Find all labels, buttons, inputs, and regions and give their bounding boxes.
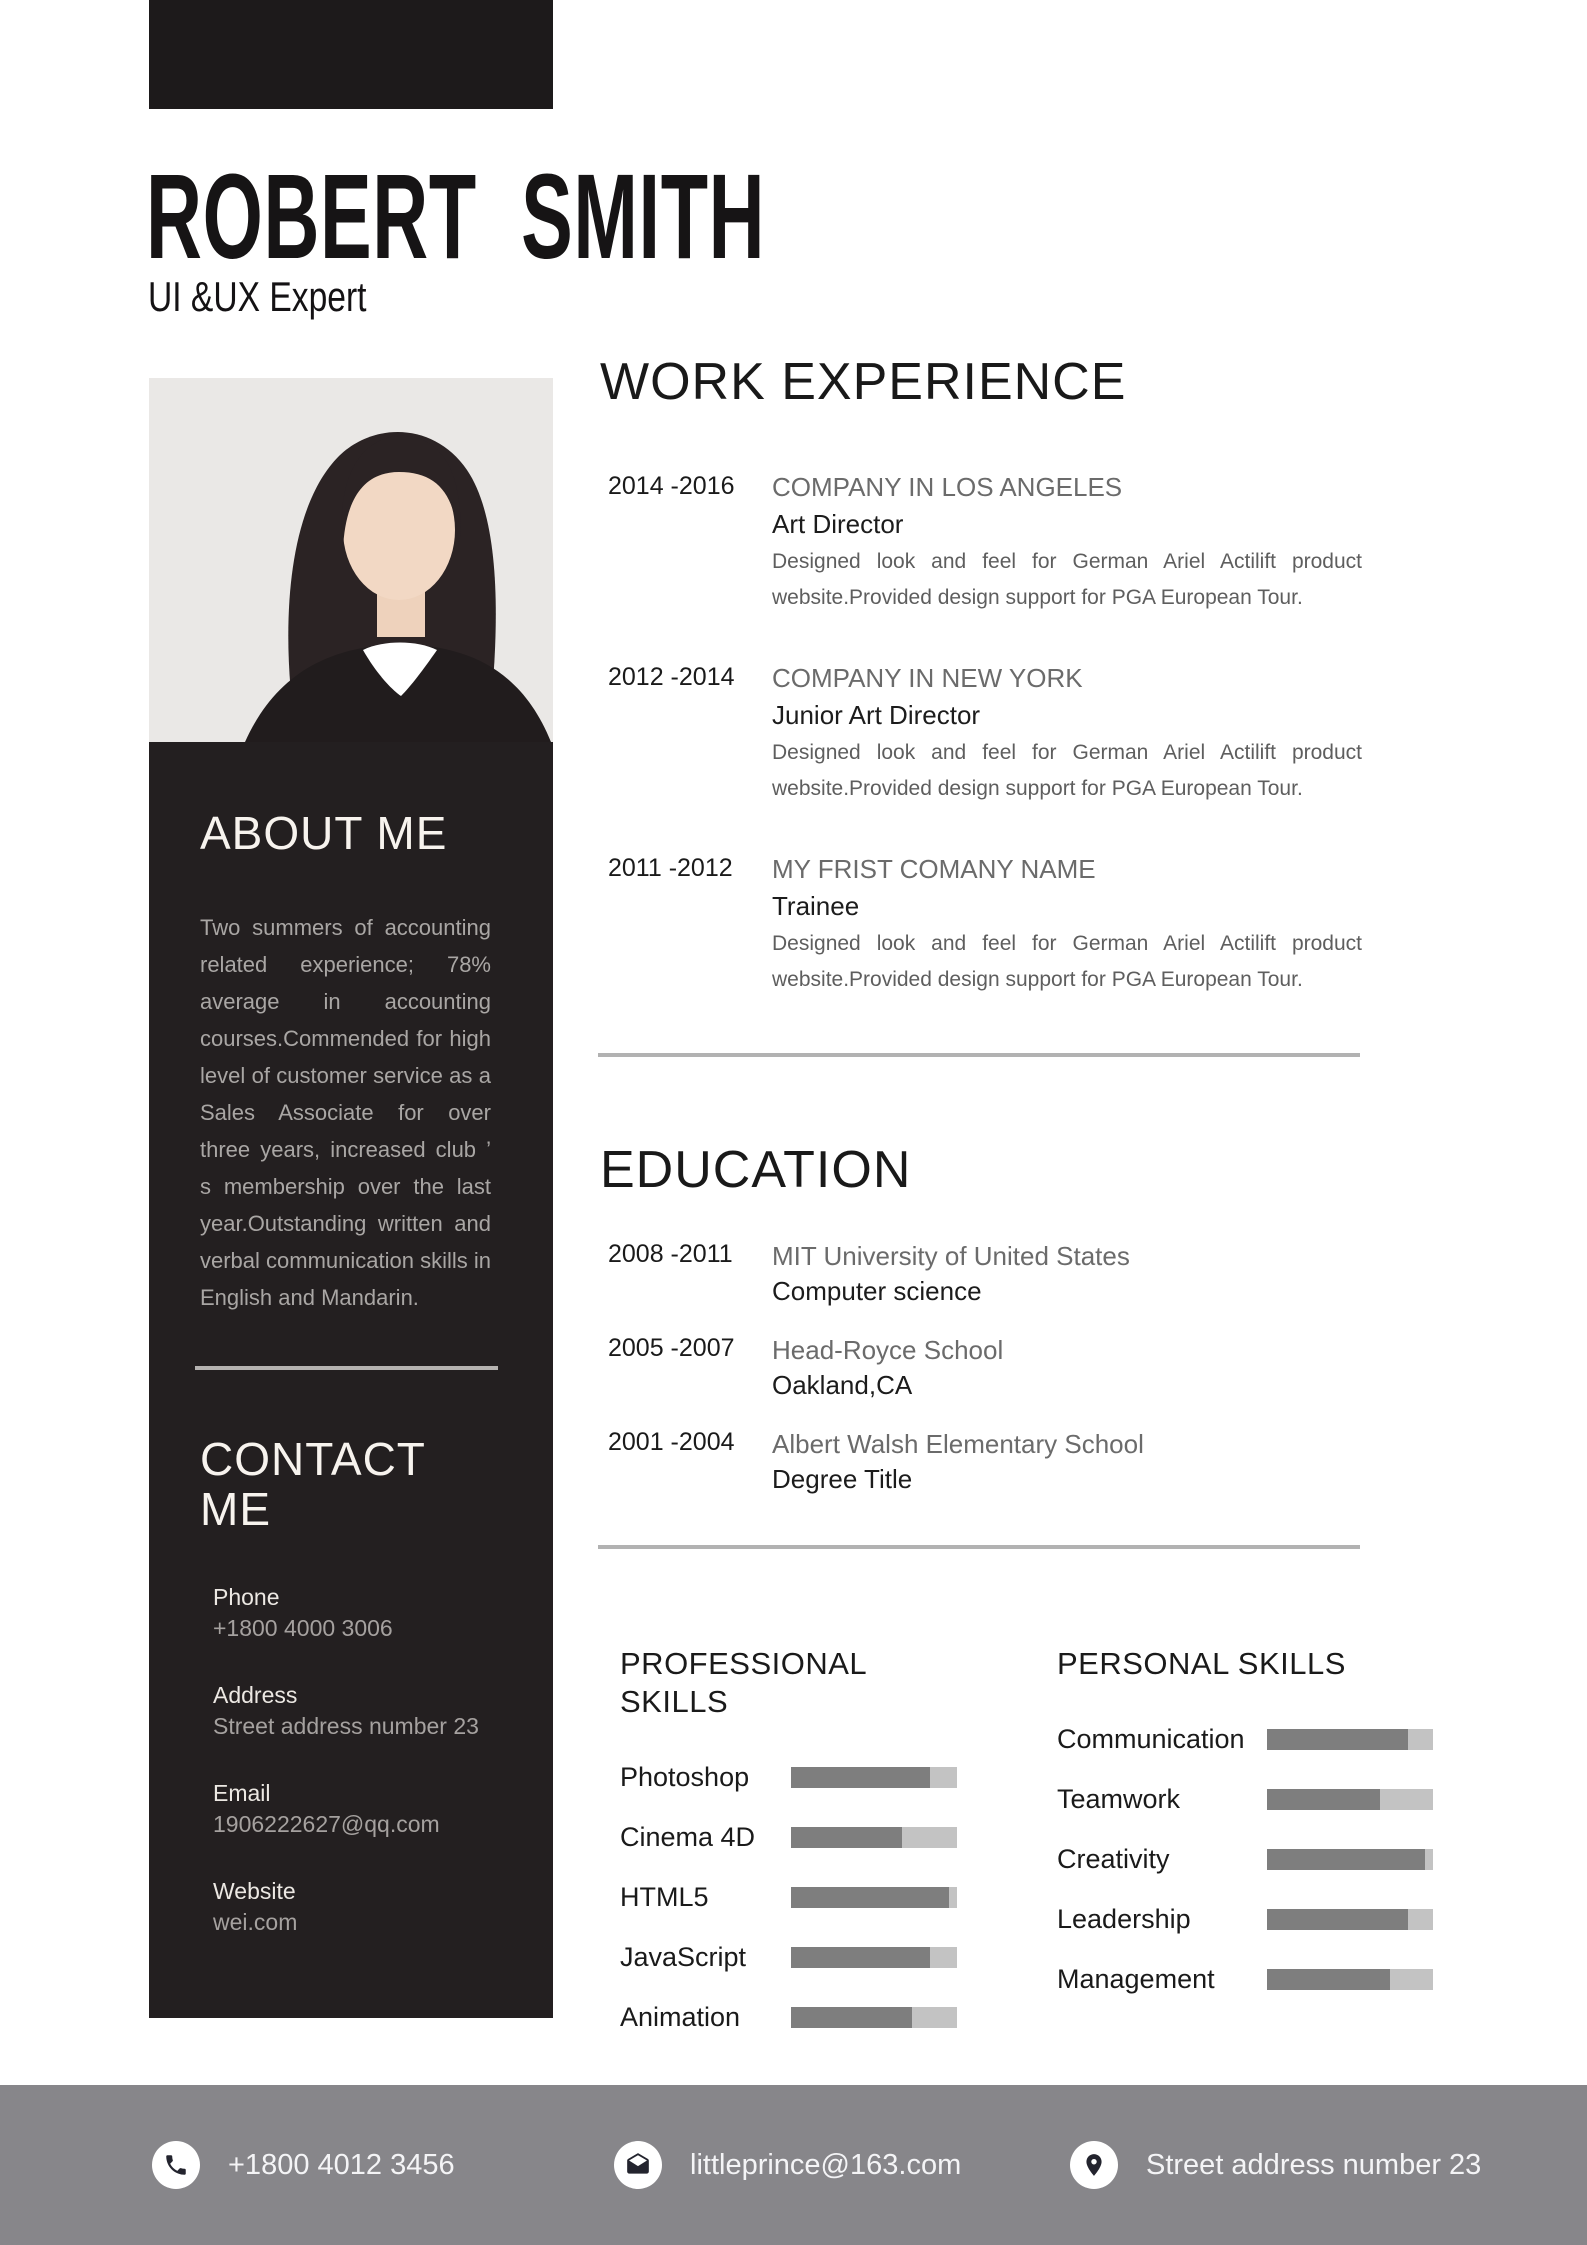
person-title: UI &UX Expert xyxy=(148,273,367,320)
phone-icon xyxy=(152,2141,200,2189)
work-period: 2011 -2012 xyxy=(608,854,733,882)
section-divider xyxy=(598,1053,1360,1057)
footer-email xyxy=(614,2085,961,2245)
personal-skills-section xyxy=(1057,1645,1437,2029)
personal-skill-rows xyxy=(1057,1724,1437,1994)
footer-address-text: Street address number 23 xyxy=(1146,2148,1482,2181)
skill-bar-fill xyxy=(1267,1969,1390,1990)
work-description: Designed look and feel for German Ariel Actilift product website.Provided design support for PGA European Tour. xyxy=(772,550,1362,609)
work-role: Trainee xyxy=(772,891,860,921)
skill-row xyxy=(1057,1724,1437,1754)
about-me-text: Two summers of accounting related experience; 78% average in accounting courses.Commended for high level of customer service as a Sales Associate for over three years, increased club ’ s membership over the last year.Outstanding written and verbal communication skills in English and Mandarin. xyxy=(200,914,491,1310)
sidebar-panel xyxy=(149,742,553,2018)
education-entry-body xyxy=(772,1426,1362,1496)
skill-label: Communication xyxy=(1057,1724,1245,1754)
skill-bar-track xyxy=(791,1947,957,1968)
skill-bar-track xyxy=(791,1887,957,1908)
skill-row xyxy=(620,1942,966,1972)
profile-photo xyxy=(149,378,553,742)
skill-bar-track xyxy=(791,1767,957,1788)
work-entry xyxy=(600,470,1362,616)
work-company: COMPANY IN NEW YORK xyxy=(772,663,1083,693)
contact-item-phone xyxy=(213,1581,491,1643)
work-company: COMPANY IN LOS ANGELES xyxy=(772,472,1123,502)
skill-label: Leadership xyxy=(1057,1904,1191,1934)
work-description: Designed look and feel for German Ariel Actilift product website.Provided design support for PGA European Tour. xyxy=(772,932,1362,991)
skill-bar-fill xyxy=(791,1827,902,1848)
skill-bar-track xyxy=(1267,1789,1433,1810)
work-experience-section xyxy=(600,352,1362,1043)
work-role: Junior Art Director xyxy=(772,700,981,730)
work-period: 2014 -2016 xyxy=(608,472,735,500)
sidebar-divider xyxy=(195,1366,498,1370)
contact-value: 1906222627@qq.com xyxy=(213,1810,440,1837)
work-entries xyxy=(600,470,1362,998)
personal-skills-heading: PERSONAL SKILLS xyxy=(1057,1646,1346,1681)
contact-value: wei.com xyxy=(213,1908,298,1935)
contact-item-website xyxy=(213,1875,491,1937)
professional-skill-rows xyxy=(620,1762,966,2032)
professional-skills-section xyxy=(620,1645,966,2067)
about-me-heading: ABOUT ME xyxy=(200,807,448,859)
contact-value: Street address number 23 xyxy=(213,1712,479,1739)
education-section xyxy=(600,1140,1362,1520)
skill-bar-fill xyxy=(791,1767,930,1788)
skill-row xyxy=(620,1762,966,1792)
contact-label: Website xyxy=(213,1877,296,1904)
work-role: Art Director xyxy=(772,509,904,539)
education-period: 2001 -2004 xyxy=(608,1428,735,1456)
education-entry-body xyxy=(772,1332,1362,1402)
footer-address xyxy=(1070,2085,1481,2245)
work-entry-body xyxy=(772,470,1362,616)
work-period: 2012 -2014 xyxy=(608,663,735,691)
skill-row xyxy=(1057,1964,1437,1994)
email-icon xyxy=(614,2141,662,2189)
education-entry xyxy=(600,1332,1362,1402)
work-entry-body xyxy=(772,661,1362,807)
contact-list xyxy=(200,1581,491,1937)
skill-label: Animation xyxy=(620,2002,741,2032)
education-period: 2005 -2007 xyxy=(608,1334,735,1362)
work-entry xyxy=(600,661,1362,807)
education-school: Albert Walsh Elementary School xyxy=(772,1429,1144,1459)
footer-phone-text: +1800 4012 3456 xyxy=(228,2148,455,2181)
education-degree: Degree Title xyxy=(772,1464,913,1494)
education-entries xyxy=(600,1238,1362,1496)
skill-row xyxy=(1057,1784,1437,1814)
skill-label: Cinema 4D xyxy=(620,1822,756,1852)
education-degree: Oakland,CA xyxy=(772,1370,913,1400)
contact-label: Phone xyxy=(213,1583,280,1610)
skill-label: HTML5 xyxy=(620,1882,709,1912)
education-entry-body xyxy=(772,1238,1362,1308)
skill-bar-track xyxy=(1267,1909,1433,1930)
footer-bar xyxy=(0,2085,1587,2245)
work-experience-heading: WORK EXPERIENCE xyxy=(600,353,1127,411)
footer-email-text: littleprince@163.com xyxy=(690,2148,962,2181)
contact-value: +1800 4000 3006 xyxy=(213,1614,393,1641)
work-entry xyxy=(600,852,1362,998)
skill-bar-track xyxy=(1267,1969,1433,1990)
skill-row xyxy=(620,2002,966,2032)
skill-bar-fill xyxy=(1267,1909,1408,1930)
education-entry xyxy=(600,1426,1362,1496)
top-accent-bar xyxy=(149,0,553,109)
footer-phone xyxy=(152,2085,455,2245)
section-divider xyxy=(598,1545,1360,1549)
skill-label: Management xyxy=(1057,1964,1215,1994)
skill-bar-track xyxy=(791,2007,957,2028)
skill-bar-track xyxy=(1267,1849,1433,1870)
education-heading: EDUCATION xyxy=(600,1141,912,1199)
skill-bar-fill xyxy=(791,1947,930,1968)
education-entry xyxy=(600,1238,1362,1308)
skill-row xyxy=(620,1882,966,1912)
contact-item-address xyxy=(213,1679,491,1741)
contact-label: Email xyxy=(213,1779,271,1806)
skill-label: Creativity xyxy=(1057,1844,1170,1874)
education-school: Head-Royce School xyxy=(772,1335,1004,1365)
skill-bar-fill xyxy=(791,1887,949,1908)
skill-bar-fill xyxy=(1267,1729,1408,1750)
work-entry-body xyxy=(772,852,1362,998)
skill-bar-track xyxy=(791,1827,957,1848)
contact-item-email xyxy=(213,1777,491,1839)
contact-label: Address xyxy=(213,1681,298,1708)
skill-bar-fill xyxy=(1267,1849,1425,1870)
location-icon xyxy=(1070,2141,1118,2189)
education-school: MIT University of United States xyxy=(772,1241,1130,1271)
skill-bar-fill xyxy=(791,2007,912,2028)
skill-row xyxy=(620,1822,966,1852)
work-company: MY FRIST COMANY NAME xyxy=(772,854,1096,884)
skill-label: JavaScript xyxy=(620,1942,747,1972)
professional-skills-heading: PROFESSIONAL SKILLS xyxy=(620,1646,867,1719)
person-name: ROBERT SMITH xyxy=(146,148,766,284)
skill-label: Photoshop xyxy=(620,1762,750,1792)
portrait-illustration xyxy=(149,378,553,742)
contact-me-heading: CONTACT ME xyxy=(200,1432,426,1536)
education-period: 2008 -2011 xyxy=(608,1240,733,1268)
work-description: Designed look and feel for German Ariel Actilift product website.Provided design support for PGA European Tour. xyxy=(772,741,1362,800)
skill-bar-track xyxy=(1267,1729,1433,1750)
skill-label: Teamwork xyxy=(1057,1784,1181,1814)
skill-row xyxy=(1057,1904,1437,1934)
skill-row xyxy=(1057,1844,1437,1874)
skill-bar-fill xyxy=(1267,1789,1380,1810)
education-degree: Computer science xyxy=(772,1276,982,1306)
